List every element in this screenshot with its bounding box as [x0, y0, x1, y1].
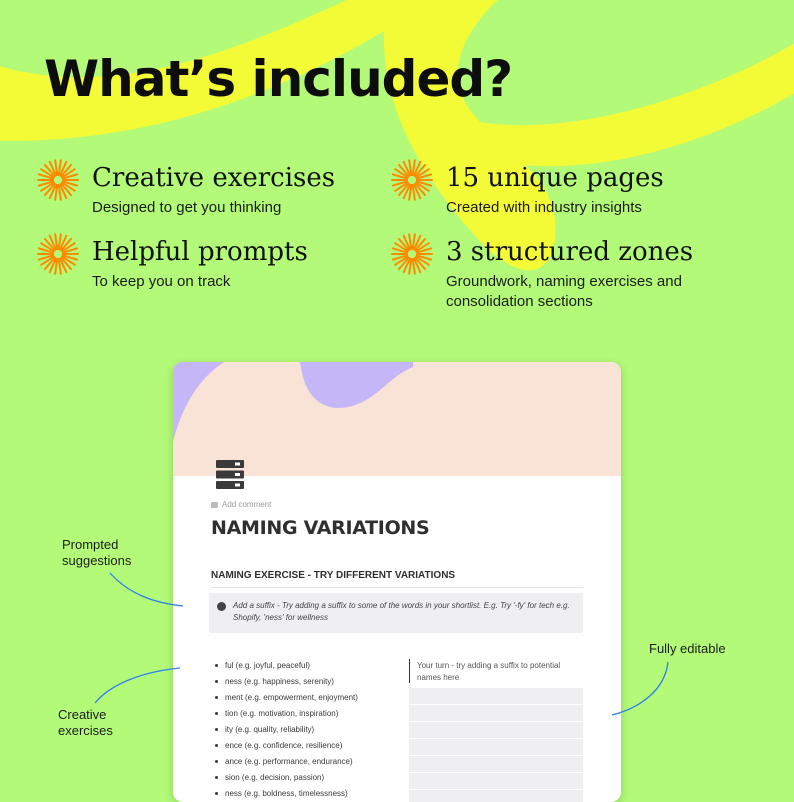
add-comment-label: Add comment [222, 500, 272, 509]
answer-line[interactable] [409, 790, 583, 802]
feature-title: Helpful prompts [92, 237, 308, 267]
your-turn-quote[interactable]: Your turn - try adding a suffix to potential names here [417, 661, 561, 682]
callout-text[interactable]: Add a suffix - Try adding a suffix to some of the words in your shortlist. E.g. Try '-fy' for tech e.g. Shopify, 'ness' for wellness [233, 601, 570, 622]
feature-title: 3 structured zones [446, 237, 694, 267]
answer-line[interactable] [409, 722, 583, 739]
sunburst-icon [36, 158, 80, 202]
doc-title[interactable]: NAMING VARIATIONS [211, 517, 430, 539]
sunburst-icon [390, 232, 434, 276]
answer-line[interactable] [409, 756, 583, 773]
divider [211, 587, 583, 588]
feature-description: Designed to get you thinking [92, 199, 282, 216]
feature-unique-pages [446, 162, 664, 218]
answer-lines [409, 688, 583, 802]
feature-description-line: Groundwork, naming exercises and [446, 273, 682, 290]
feature-structured-zones [446, 236, 693, 312]
quote-bar [409, 659, 410, 683]
add-comment-button[interactable] [211, 500, 271, 509]
list-item[interactable]: ment (e.g. empowerment, enjoyment) [215, 692, 358, 708]
sunburst-icon [390, 158, 434, 202]
answer-line[interactable] [409, 688, 583, 705]
annotation-prompted-suggestions [62, 537, 131, 569]
list-item[interactable]: ful (e.g. joyful, peaceful) [215, 660, 358, 676]
lightbulb-icon [217, 602, 226, 611]
answer-line[interactable] [409, 773, 583, 790]
feature-helpful-prompts [92, 236, 308, 292]
list-item[interactable]: ness (e.g. happiness, serenity) [215, 676, 358, 692]
database-icon [215, 459, 245, 490]
feature-description: To keep you on track [92, 273, 231, 290]
suffix-list [215, 660, 358, 802]
annotation-line: exercises [58, 723, 113, 738]
comment-icon [211, 502, 218, 508]
list-item[interactable]: ence (e.g. confidence, resilience) [215, 740, 358, 756]
annotation-fully-editable: Fully editable [649, 641, 726, 656]
list-item[interactable]: ness (e.g. boldness, timelessness) [215, 788, 358, 802]
feature-description-line: consolidation sections [446, 293, 593, 310]
list-item[interactable]: tion (e.g. motivation, inspiration) [215, 708, 358, 724]
sunburst-icon [36, 232, 80, 276]
feature-description [446, 272, 693, 312]
annotation-line: suggestions [62, 553, 132, 568]
list-item[interactable]: sion (e.g. decision, passion) [215, 772, 358, 788]
callout-block[interactable] [209, 593, 583, 633]
page-headline: What’s included? [44, 50, 513, 108]
annotation-creative-exercises [58, 707, 113, 739]
section-heading[interactable]: NAMING EXERCISE - TRY DIFFERENT VARIATIONS [211, 570, 456, 581]
list-item[interactable]: ity (e.g. quality, reliability) [215, 724, 358, 740]
feature-title: Creative exercises [92, 163, 336, 193]
feature-title: 15 unique pages [446, 163, 664, 193]
answer-line[interactable] [409, 705, 583, 722]
notion-page-preview [173, 362, 621, 802]
annotation-line: Prompted [62, 537, 119, 552]
feature-description: Created with industry insights [446, 199, 642, 216]
feature-creative-exercises [92, 162, 335, 218]
answer-line[interactable] [409, 739, 583, 756]
list-item[interactable]: ance (e.g. performance, endurance) [215, 756, 358, 772]
annotation-line: Creative [58, 707, 107, 722]
